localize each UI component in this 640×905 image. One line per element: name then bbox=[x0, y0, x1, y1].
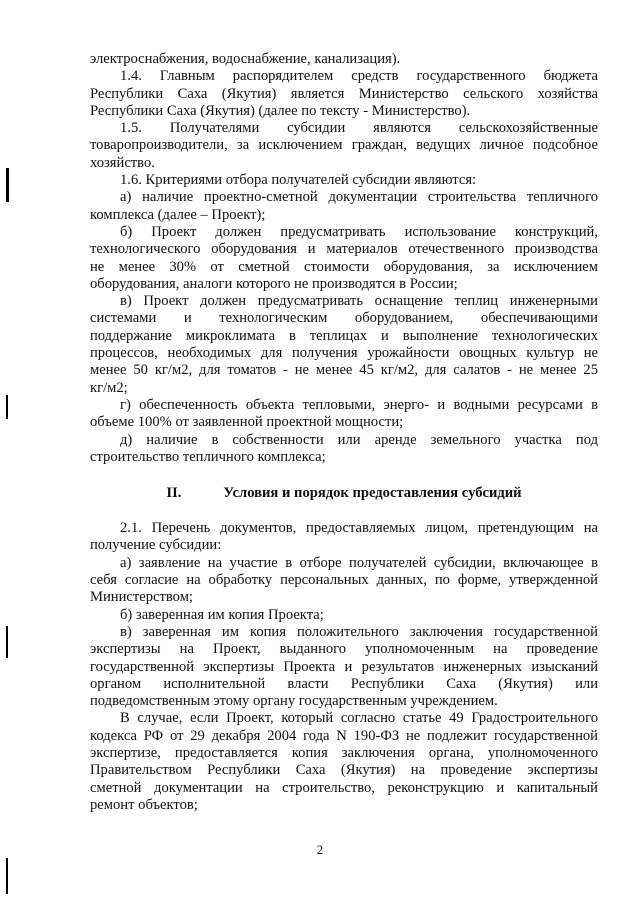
text-line: в) заверенная им копия положительного заключения государственной bbox=[120, 623, 598, 640]
text-line: 1.6. Критериями отбора получателей субсидии являются: bbox=[120, 172, 477, 189]
text-line: хозяйство. bbox=[90, 154, 155, 171]
text-line: Министерством; bbox=[90, 589, 193, 606]
text-line: товаропроизводители, за исключением граждан, ведущих личное подсобное bbox=[90, 137, 598, 154]
text-line: г) обеспеченность объекта тепловыми, энерго- и водными ресурсами в bbox=[120, 396, 598, 413]
text-line: технологического оборудования и материалов отечественного производства bbox=[90, 241, 598, 258]
text-line: кг/м2; bbox=[90, 379, 128, 396]
text-line: комплекса (далее – Проект); bbox=[90, 206, 266, 223]
text-line: В случае, если Проект, который согласно статье 49 Градостроительного bbox=[120, 710, 598, 727]
text-line: д) наличие в собственности или аренде земельного участка под bbox=[120, 431, 598, 448]
text-line: процессов, необходимых для получения урожайности овощных культур не bbox=[90, 345, 598, 362]
text-line: Правительством Республики Саха (Якутия) на проведение экспертизы bbox=[90, 762, 598, 779]
text-line: органом исполнительной власти Республики Саха (Якутия) или bbox=[90, 675, 598, 692]
text-line: 1.4. Главным распорядителем средств государственного бюджета bbox=[120, 68, 598, 85]
text-line: системами и технологическим оборудованием, обеспечивающими bbox=[90, 310, 598, 327]
scan-artifact bbox=[6, 858, 8, 894]
text-line: себя согласие на обработку персональных данных, по форме, утвержденной bbox=[90, 572, 598, 589]
text-line: поддержание микроклимата в теплицах и выполнение технологических bbox=[90, 327, 598, 344]
text-line: подведомственным этому органу государственным учреждением. bbox=[90, 693, 498, 710]
text-line: строительство тепличного комплекса; bbox=[90, 448, 326, 465]
scan-artifact bbox=[6, 626, 8, 658]
text-line: а) заявление на участие в отборе получателей субсидии, включающее в bbox=[120, 554, 598, 571]
text-line: экспертизы на Проект, выданного уполномоченным на проведение bbox=[90, 641, 598, 658]
text-line: не менее 30% от сметной стоимости оборудования, за исключением bbox=[90, 258, 598, 275]
text-line: оборудования, аналоги которого не производятся в России; bbox=[90, 275, 458, 292]
text-line: электроснабжения, водоснабжение, канализация). bbox=[90, 51, 401, 67]
text-line: 1.5. Получателями субсидии являются сельскохозяйственные bbox=[120, 120, 598, 137]
text-line: Республики Саха (Якутия) является Министерство сельского хозяйства bbox=[90, 85, 598, 102]
section-title: Условия и порядок предоставления субсидий bbox=[223, 485, 522, 502]
text-line: кодекса РФ от 29 декабря 2004 года N 190-ФЗ не подлежит государственной bbox=[90, 727, 598, 744]
section-number: II. bbox=[166, 485, 182, 502]
page-number: 2 bbox=[316, 842, 324, 857]
text-line: Республики Саха (Якутия) (далее по тексту - Министерство). bbox=[90, 102, 471, 119]
section-two-body bbox=[90, 520, 598, 814]
text-line: сметной документации на строительство, реконструкцию и капитальный bbox=[90, 779, 598, 796]
text-line: б) заверенная им копия Проекта; bbox=[120, 606, 324, 623]
text-line: ремонт объектов; bbox=[90, 796, 198, 813]
text-line: в) Проект должен предусматривать оснащение теплиц инженерными bbox=[120, 293, 598, 310]
text-line: б) Проект должен предусматривать использование конструкций, bbox=[120, 223, 598, 240]
text-line: экспертизе, предоставляется копия заключения органа, уполномоченного bbox=[90, 744, 598, 761]
text-line: 2.1. Перечень документов, предоставляемых лицом, претендующим на bbox=[120, 520, 598, 537]
text-line: получение субсидии: bbox=[90, 537, 222, 554]
section-one-continuation bbox=[90, 51, 598, 466]
scan-artifact bbox=[6, 168, 9, 202]
section-heading bbox=[90, 484, 598, 502]
text-line: менее 50 кг/м2, для томатов - не менее 45 кг/м2, для салатов - не менее 25 bbox=[90, 362, 598, 379]
text-line: объеме 100% от заявленной проектной мощности; bbox=[90, 414, 404, 431]
scan-artifact bbox=[6, 395, 8, 419]
text-line: государственной экспертизы Проекта и результатов инженерных изысканий bbox=[90, 658, 598, 675]
document-body bbox=[90, 51, 598, 814]
text-line: а) наличие проектно-сметной документации строительства тепличного bbox=[120, 189, 598, 206]
